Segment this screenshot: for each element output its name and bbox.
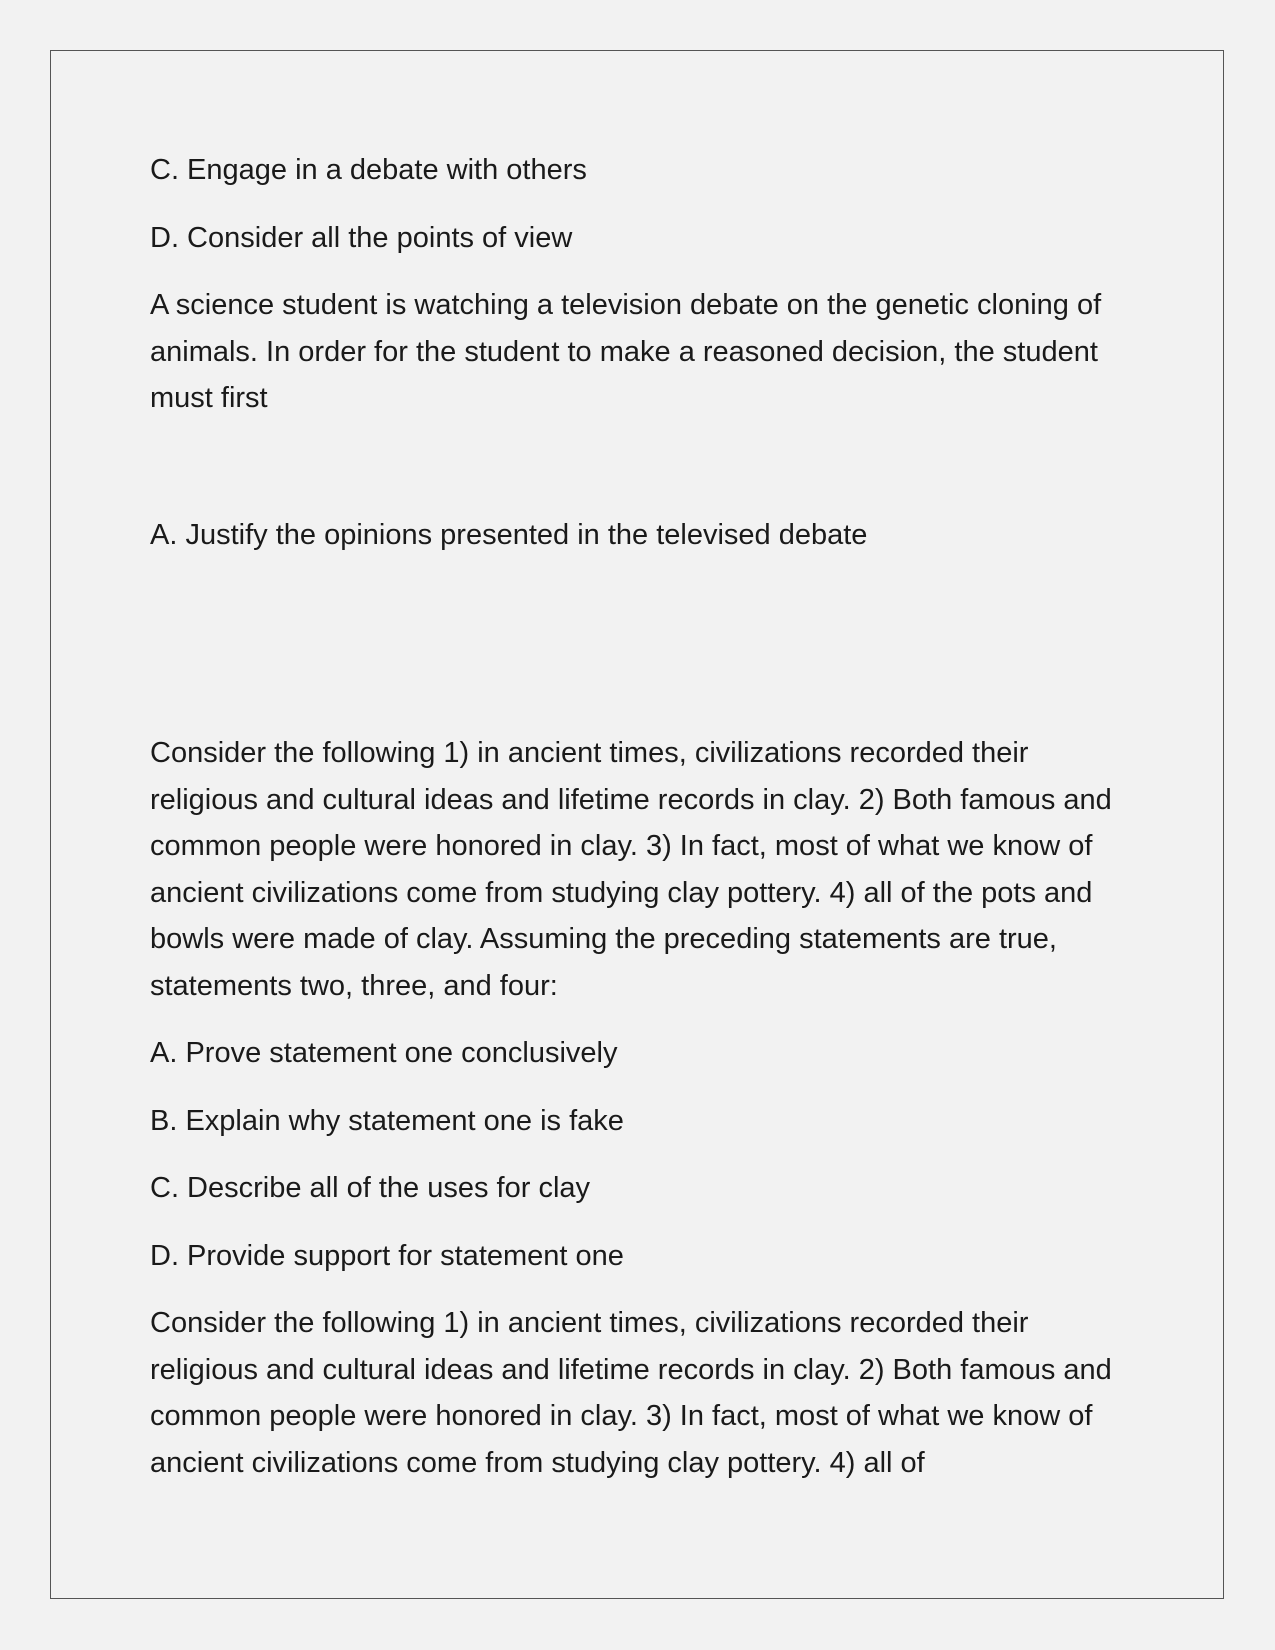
answer-option: C. Engage in a debate with others: [150, 154, 587, 186]
answer-option: D. Consider all the points of view: [150, 221, 573, 254]
question-stem: Consider the following 1) in ancient times, civilizations recorded their religious and cultural ideas and lifetime records in clay. 2) Both famous and common people were honored in clay. 3) In fact, most of what we know of ancient civilizations come from studying clay pottery. 4) all of the pots and bowls were made of clay. Assuming the preceding statements are true, statements two, three, and four:: [150, 737, 1112, 1002]
document-body: [150, 147, 1130, 1507]
answer-option: A. Prove statement one conclusively: [150, 1037, 618, 1069]
question-stem: Consider the following 1) in ancient times, civilizations recorded their religious and cultural ideas and lifetime records in clay. 2) Both famous and common people were honored in clay. 3) In fact, most of what we know of ancient civilizations come from studying clay pottery. 4) all of: [150, 1307, 1112, 1479]
answer-option: C. Describe all of the uses for clay: [150, 1172, 591, 1204]
answer-option: D. Provide support for statement one: [150, 1239, 624, 1272]
answer-option: A. Justify the opinions presented in the televised debate: [150, 518, 868, 551]
question-stem: A science student is watching a television debate on the genetic cloning of animals. In order for the student to make a reasoned decision, the student must first: [150, 289, 1102, 414]
answer-option: B. Explain why statement one is fake: [150, 1104, 624, 1137]
